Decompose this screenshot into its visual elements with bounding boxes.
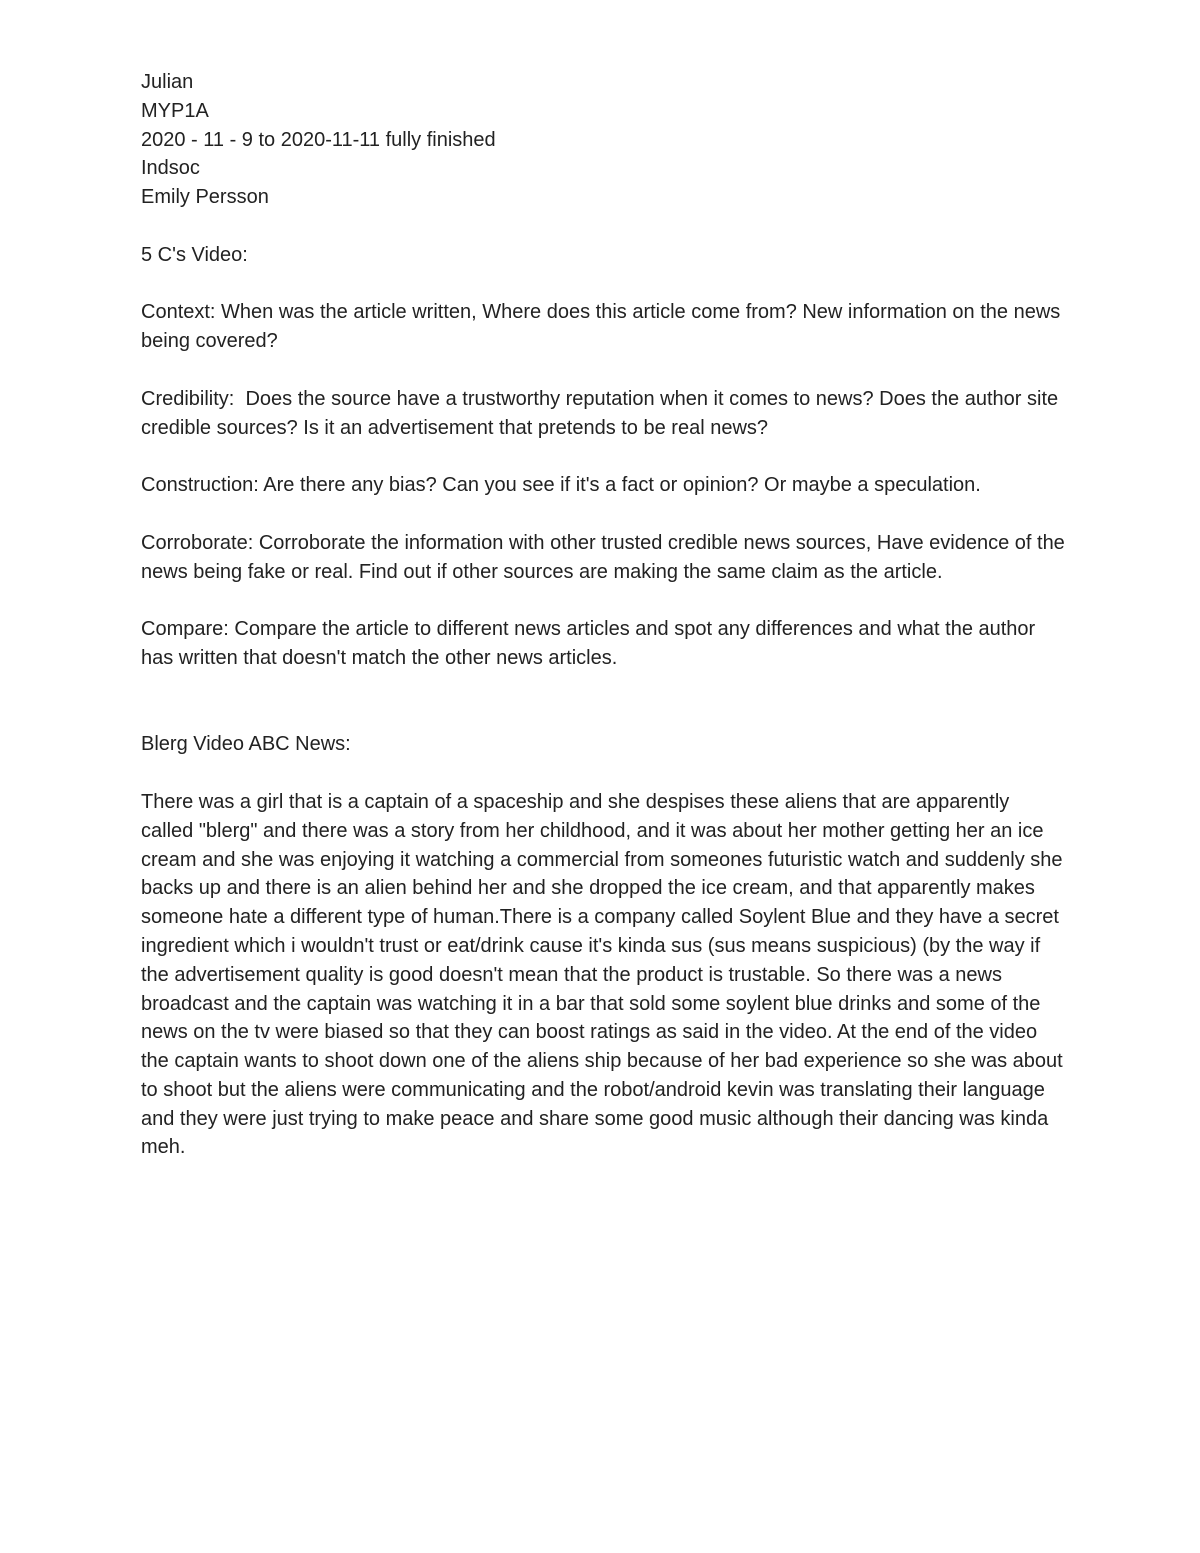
student-name: Julian [141, 71, 194, 93]
spacer [141, 442, 1066, 471]
spacer [141, 673, 1066, 731]
context-paragraph: Context: When was the article written, Where does this article come from? New information on the news being covered? [141, 301, 1066, 353]
blerg-summary-paragraph: There was a girl that is a captain of a spaceship and she despises these aliens that are apparently called "blerg" and there was a story from her childhood, and it was about her mother getting her an ice cream and she was enjoying it watching a commercial from someones futuristic watch and suddenly she backs up and there is an alien behind her and she dropped the ice cream, and that apparently makes someone hate a different type of human.There is a company called Soylent Blue and they have a secret ingredient which i wouldn't trust or eat/drink cause it's kinda sus (sus means suspicious) (by the way if the advertisement quality is good doesn't mean that the product is trustable. So there was a news broadcast and the captain was watching it in a bar that sold some soylent blue drinks and some of the news on the tv were biased so that they can boost ratings as said in the video. At the end of the video the captain wants to shoot down one of the aliens ship because of her bad experience so she was about to shoot but the aliens were communicating and the robot/android kevin was translating their language and they were just trying to make peace and share some good music although their dancing was kinda meh. [141, 790, 1069, 1159]
teacher-name: Emily Persson [141, 186, 269, 209]
spacer [141, 759, 1066, 788]
subject-name: Indsoc [141, 157, 200, 180]
spacer [141, 500, 1066, 529]
five-cs-heading: 5 C's Video: [141, 243, 248, 266]
blerg-heading: Blerg Video ABC News: [141, 733, 351, 756]
compare-paragraph: Compare: Compare the article to different news articles and spot any differences and what the author has written that doesn't match the other news articles. [141, 618, 1041, 669]
spacer [141, 270, 1066, 299]
class-name: MYP1A [141, 99, 209, 122]
credibility-paragraph: Credibility: Does the source have a trustworthy reputation when it comes to news? Does the author site credible sources? Is it an advertisement that pretends to be real news? [141, 387, 1064, 439]
corroborate-paragraph: Corroborate: Corroborate the information with other trusted credible news sources, Have evidence of the news being fake or real. Find out if other sources are making the same claim as the article. [141, 531, 1071, 583]
spacer [141, 356, 1066, 385]
spacer [141, 212, 1066, 241]
construction-paragraph: Construction: Are there any bias? Can you see if it's a fact or opinion? Or maybe a speculation. [141, 474, 981, 497]
spacer [141, 586, 1066, 615]
date-range: 2020 - 11 - 9 to 2020-11-11 fully finished [141, 128, 496, 151]
document-page [141, 68, 1071, 1162]
